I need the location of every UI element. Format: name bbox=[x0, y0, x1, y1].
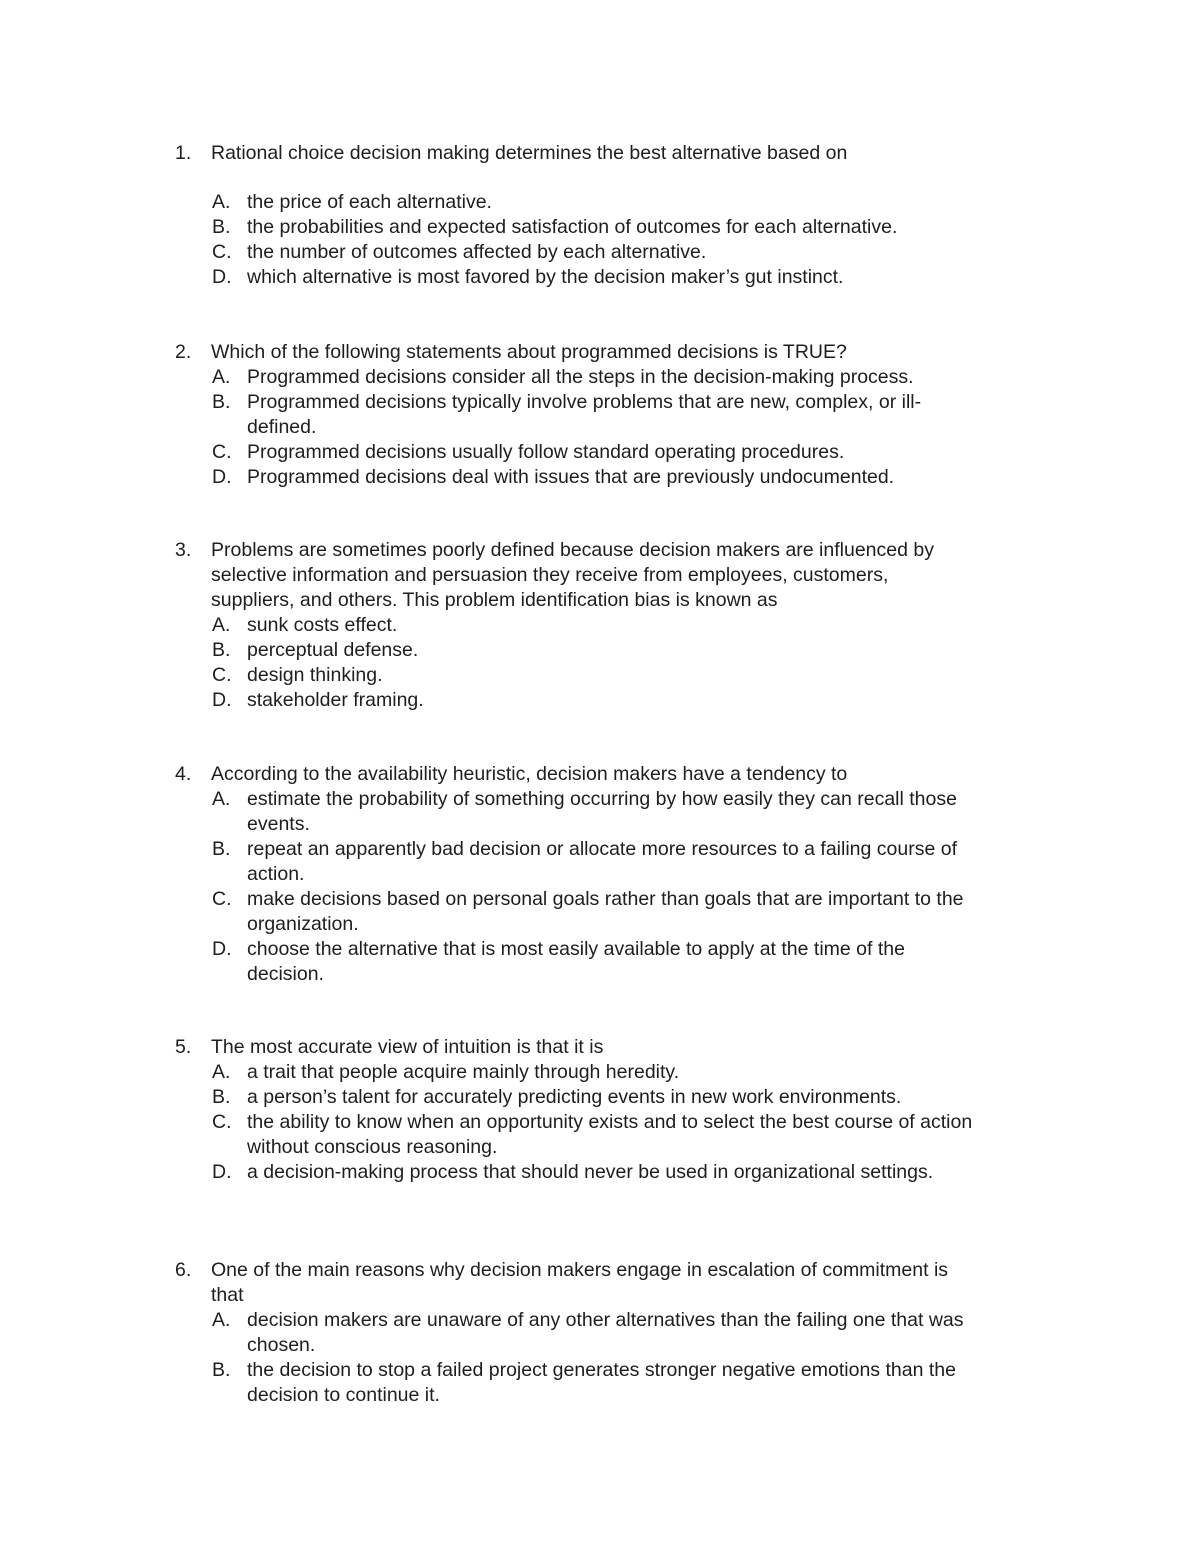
option-letter: C. bbox=[212, 664, 232, 686]
option-letter: D. bbox=[212, 266, 232, 288]
option-text: repeat an apparently bad decision or allocate more resources to a failing course of bbox=[247, 838, 957, 860]
option-letter: C. bbox=[212, 441, 232, 463]
option-text: a person’s talent for accurately predicting events in new work environments. bbox=[247, 1086, 902, 1108]
option-letter: B. bbox=[212, 1086, 231, 1108]
question-number: 3. bbox=[175, 539, 192, 561]
option-text: the ability to know when an opportunity exists and to select the best course of action bbox=[247, 1111, 973, 1133]
option-letter: C. bbox=[212, 241, 232, 263]
option-text: Programmed decisions typically involve problems that are new, complex, or ill- bbox=[247, 391, 922, 413]
option-letter: B. bbox=[212, 639, 231, 661]
question-3 bbox=[0, 538, 1200, 713]
option-text: which alternative is most favored by the decision maker’s gut instinct. bbox=[247, 266, 844, 288]
option-letter: D. bbox=[212, 1161, 232, 1183]
option-letter: B. bbox=[212, 216, 231, 238]
question-number: 6. bbox=[175, 1259, 192, 1281]
option-letter: D. bbox=[212, 466, 232, 488]
option-letter: A. bbox=[212, 366, 231, 388]
option-letter: A. bbox=[212, 191, 231, 213]
option-text: make decisions based on personal goals rather than goals that are important to the bbox=[247, 888, 964, 910]
option-text-continued: organization. bbox=[247, 913, 359, 935]
option-text: perceptual defense. bbox=[247, 639, 419, 661]
question-stem-line: suppliers, and others. This problem identification bias is known as bbox=[211, 589, 778, 611]
option-text: the price of each alternative. bbox=[247, 191, 492, 213]
option-letter: A. bbox=[212, 1061, 231, 1083]
option-text-continued: action. bbox=[247, 863, 305, 885]
option-letter: C. bbox=[212, 1111, 232, 1133]
option-text: the decision to stop a failed project generates stronger negative emotions than the bbox=[247, 1359, 956, 1381]
question-stem-line: that bbox=[211, 1284, 244, 1306]
option-letter: B. bbox=[212, 1359, 231, 1381]
option-text-continued: chosen. bbox=[247, 1334, 316, 1356]
option-text-continued: defined. bbox=[247, 416, 317, 438]
question-4 bbox=[0, 762, 1200, 987]
option-text-continued: without conscious reasoning. bbox=[247, 1136, 498, 1158]
option-letter: A. bbox=[212, 788, 231, 810]
option-text: choose the alternative that is most easily available to apply at the time of the bbox=[247, 938, 905, 960]
option-text: Programmed decisions deal with issues that are previously undocumented. bbox=[247, 466, 895, 488]
option-text: Programmed decisions usually follow standard operating procedures. bbox=[247, 441, 845, 463]
option-text: Programmed decisions consider all the steps in the decision-making process. bbox=[247, 366, 914, 388]
option-letter: B. bbox=[212, 838, 231, 860]
question-stem-line: According to the availability heuristic, decision makers have a tendency to bbox=[211, 763, 848, 785]
option-text: a decision-making process that should never be used in organizational settings. bbox=[247, 1161, 934, 1183]
option-letter: A. bbox=[212, 1309, 231, 1331]
question-stem-line: Problems are sometimes poorly defined because decision makers are influenced by bbox=[211, 539, 934, 561]
option-text: the number of outcomes affected by each alternative. bbox=[247, 241, 707, 263]
option-text-continued: decision to continue it. bbox=[247, 1384, 440, 1406]
question-number: 4. bbox=[175, 763, 192, 785]
question-6 bbox=[0, 1258, 1200, 1408]
question-number: 5. bbox=[175, 1036, 192, 1058]
question-stem-line: Which of the following statements about programmed decisions is TRUE? bbox=[211, 341, 847, 363]
option-text: estimate the probability of something occurring by how easily they can recall those bbox=[247, 788, 957, 810]
option-text: decision makers are unaware of any other alternatives than the failing one that was bbox=[247, 1309, 964, 1331]
option-text-continued: events. bbox=[247, 813, 310, 835]
option-letter: D. bbox=[212, 689, 232, 711]
option-text: sunk costs effect. bbox=[247, 614, 398, 636]
question-5 bbox=[0, 1035, 1200, 1185]
question-stem-line: selective information and persuasion they receive from employees, customers, bbox=[211, 564, 889, 586]
question-stem-line: One of the main reasons why decision makers engage in escalation of commitment is bbox=[211, 1259, 949, 1281]
question-1 bbox=[0, 141, 1200, 290]
option-text: stakeholder framing. bbox=[247, 689, 424, 711]
option-letter: B. bbox=[212, 391, 231, 413]
option-text: design thinking. bbox=[247, 664, 383, 686]
question-stem-line: The most accurate view of intuition is that it is bbox=[211, 1036, 604, 1058]
option-text: a trait that people acquire mainly through heredity. bbox=[247, 1061, 680, 1083]
question-stem-line: Rational choice decision making determines the best alternative based on bbox=[211, 142, 848, 164]
question-number: 2. bbox=[175, 341, 192, 363]
question-2 bbox=[0, 340, 1200, 490]
question-number: 1. bbox=[175, 142, 192, 164]
option-text-continued: decision. bbox=[247, 963, 324, 985]
option-letter: C. bbox=[212, 888, 232, 910]
option-letter: D. bbox=[212, 938, 232, 960]
option-text: the probabilities and expected satisfaction of outcomes for each alternative. bbox=[247, 216, 898, 238]
option-letter: A. bbox=[212, 614, 231, 636]
